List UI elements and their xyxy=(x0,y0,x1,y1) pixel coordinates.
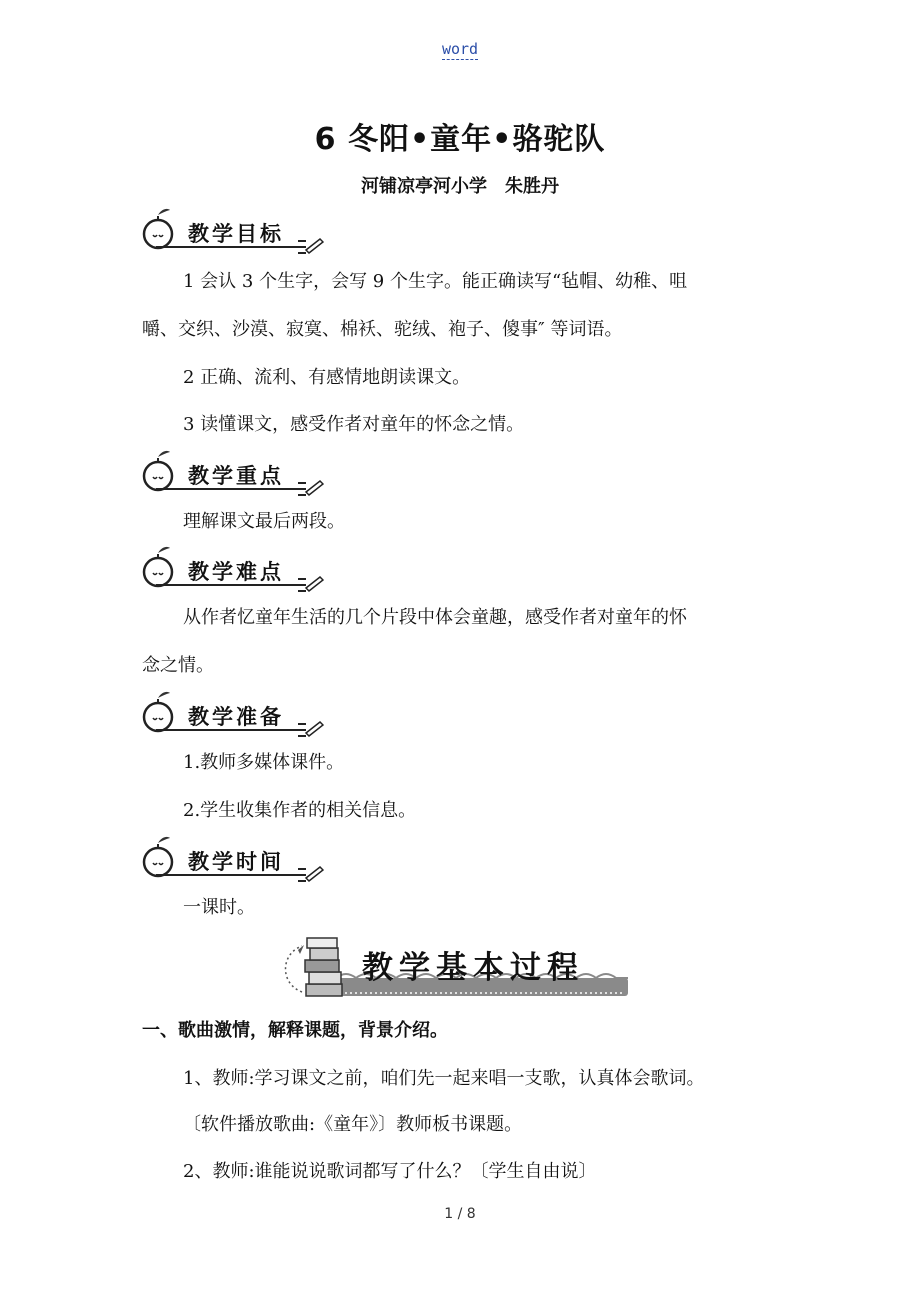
process-line: 1、教师:学习课文之前，咱们先一起来唱一支歌，认真体会歌词。 xyxy=(183,1068,705,1089)
section-title: 教学难点 xyxy=(188,560,284,584)
key-point-line: 理解课文最后两段。 xyxy=(183,511,345,532)
banner-title: 教学基本过程 xyxy=(362,950,584,986)
preparation-line: 2.学生收集作者的相关信息。 xyxy=(183,800,417,821)
objective-line: 1 会认 3 个生字，会写 9 个生字。能正确读写“毡帽、幼稚、咀 xyxy=(183,271,688,292)
process-banner xyxy=(276,932,632,1002)
section-header-difficulties xyxy=(138,544,328,592)
difficulty-line: 从作者忆童年生活的几个片段中体会童趣，感受作者对童年的怀 xyxy=(183,607,687,628)
process-line: 〔软件播放歌曲:《童年》〕教师板书课题。 xyxy=(183,1114,523,1135)
pencil-underline-icon xyxy=(138,575,324,593)
difficulty-line: 念之情。 xyxy=(142,655,214,676)
section-title: 教学时间 xyxy=(188,850,284,874)
process-heading: 一、歌曲激情，解释课题，背景介绍。 xyxy=(142,1020,448,1041)
header-link[interactable] xyxy=(0,40,920,58)
process-line: 2、教师:谁能说说歌词都写了什么？〔学生自由说〕 xyxy=(183,1161,597,1182)
objective-line: 3 读懂课文，感受作者对童年的怀念之情。 xyxy=(183,414,525,435)
section-title: 教学准备 xyxy=(188,705,284,729)
preparation-line: 1.教师多媒体课件。 xyxy=(183,752,345,773)
pencil-underline-icon xyxy=(138,720,324,738)
section-header-key-points xyxy=(138,448,328,496)
objective-line: 嚼、交织、沙漠、寂寞、棉袄、驼绒、袍子、傻事″ 等词语。 xyxy=(142,319,623,340)
section-title: 教学重点 xyxy=(188,464,284,488)
document-author: 河铺凉亭河小学 朱胜丹 xyxy=(361,176,559,197)
section-header-objectives xyxy=(138,206,328,254)
pencil-underline-icon xyxy=(138,237,324,255)
objective-line: 2 正确、流利、有感情地朗读课文。 xyxy=(183,367,471,388)
pencil-underline-icon xyxy=(138,865,324,883)
document-title: 6 冬阳•童年•骆驼队 xyxy=(314,122,606,157)
section-header-preparation xyxy=(138,689,328,737)
time-line: 一课时。 xyxy=(183,897,255,918)
header-link-text[interactable]: word xyxy=(441,40,479,58)
section-header-time xyxy=(138,834,328,882)
pencil-underline-icon xyxy=(138,479,324,497)
page-number: 1 / 8 xyxy=(444,1206,476,1222)
section-title: 教学目标 xyxy=(188,222,284,246)
